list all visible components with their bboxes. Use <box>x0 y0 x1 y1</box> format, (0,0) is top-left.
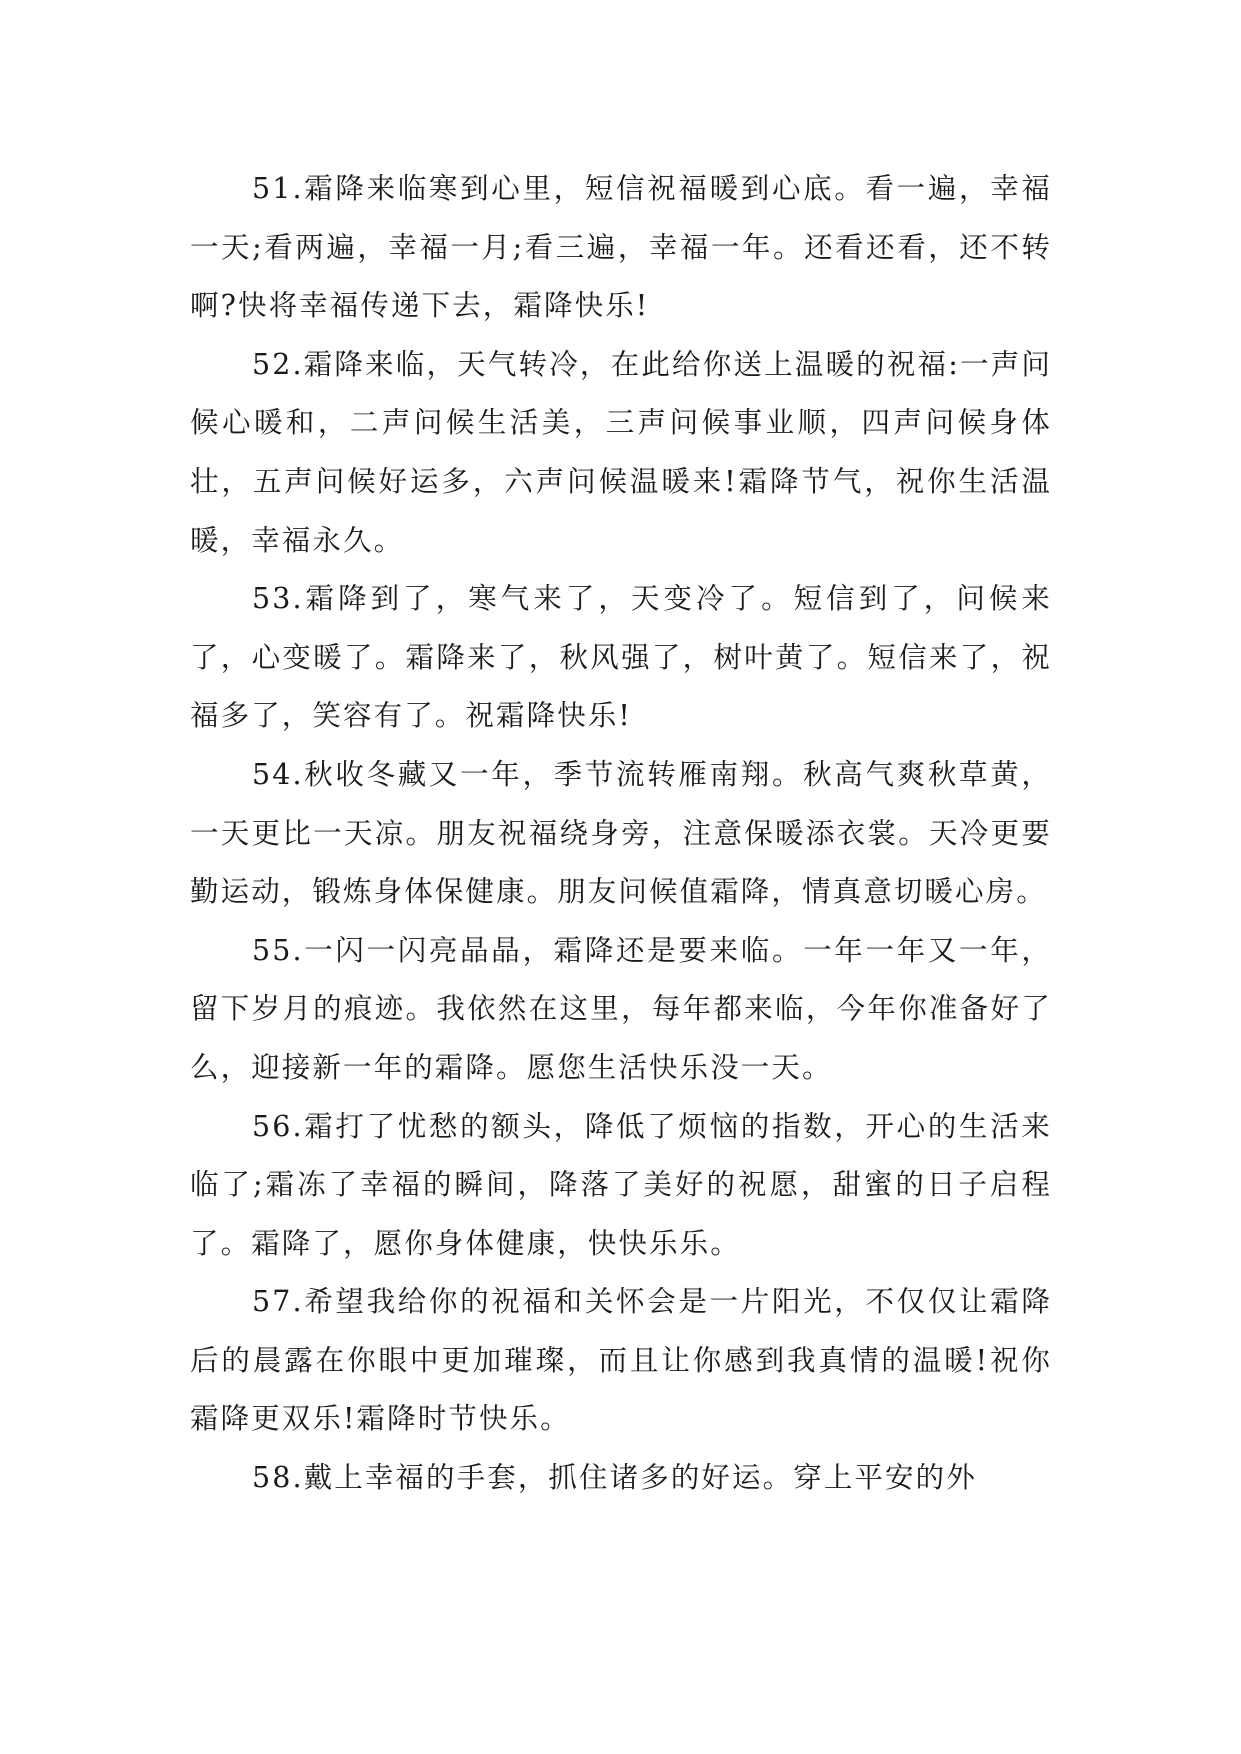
paragraph-51: 51.霜降来临寒到心里，短信祝福暖到心底。看一遍，幸福一天;看两遍，幸福一月;看三遍，幸福一年。还看还看，还不转啊?快将幸福传递下去，霜降快乐! <box>190 172 1052 323</box>
paragraph-57: 57.希望我给你的祝福和关怀会是一片阳光，不仅仅让霜降后的晨露在你眼中更加璀璨，而且让你感到我真情的温暖!祝你霜降更双乐!霜降时节快乐。 <box>190 1285 1052 1436</box>
paragraph-53: 53.霜降到了，寒气来了，天变冷了。短信到了，问候来了，心变暖了。霜降来了，秋风强了，树叶黄了。短信来了，祝福多了，笑容有了。祝霜降快乐! <box>190 582 1052 733</box>
paragraph-58: 58.戴上幸福的手套，抓住诸多的好运。穿上平安的外 <box>252 1461 977 1495</box>
document-body <box>190 160 1052 1508</box>
paragraph-55: 55.一闪一闪亮晶晶，霜降还是要来临。一年一年又一年，留下岁月的痕迹。我依然在这里，每年都来临，今年你准备好了么，迎接新一年的霜降。愿您生活快乐没一天。 <box>190 933 1052 1084</box>
paragraph-52: 52.霜降来临，天气转冷，在此给你送上温暖的祝福:一声问候心暖和，二声问候生活美，三声问候事业顺，四声问候身体壮，五声问候好运多，六声问候温暖来!霜降节气，祝你生活温暖，幸福永久。 <box>190 347 1052 557</box>
paragraph-54: 54.秋收冬藏又一年，季节流转雁南翔。秋高气爽秋草黄，一天更比一天凉。朋友祝福绕身旁，注意保暖添衣裳。天冷更要勤运动，锻炼身体保健康。朋友问候值霜降，情真意切暖心房。 <box>190 757 1052 909</box>
paragraph-56: 56.霜打了忧愁的额头，降低了烦恼的指数，开心的生活来临了;霜冻了幸福的瞬间，降落了美好的祝愿，甜蜜的日子启程了。霜降了，愿你身体健康，快快乐乐。 <box>190 1109 1052 1260</box>
